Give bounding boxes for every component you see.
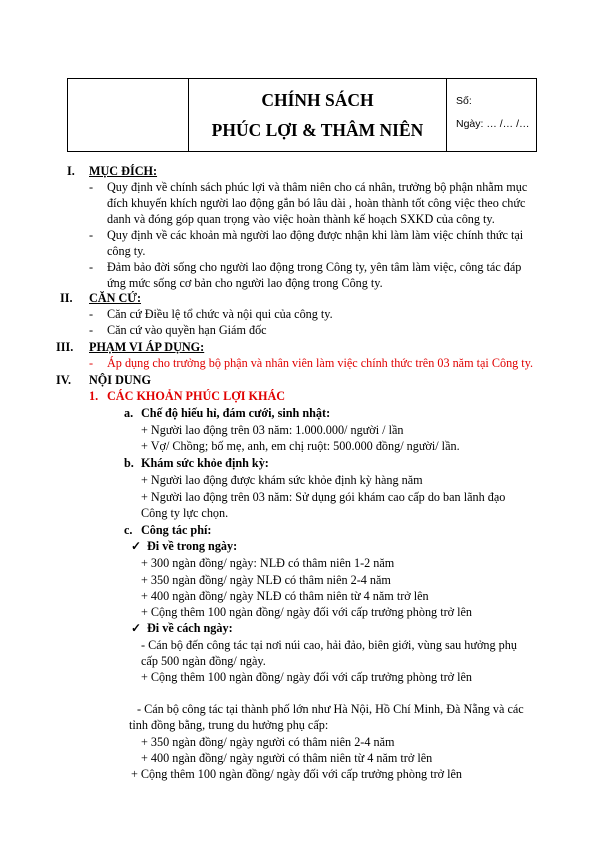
- section-3-title: PHẠM VI ÁP DỤNG:: [89, 340, 205, 354]
- checkmark-icon: ✓: [131, 621, 142, 635]
- trip-same-day-title: Đi về trong ngày:: [147, 539, 238, 553]
- section-1-number: I.: [67, 164, 75, 178]
- section-3-number: III.: [56, 340, 74, 354]
- dash: -: [89, 228, 94, 242]
- doc-date-label: Ngày: … /… /…: [456, 118, 530, 130]
- text-line: + Vợ/ Chồng; bố mẹ, anh, em chị ruột: 500.000 đồng/ người/ lần.: [141, 439, 460, 453]
- trip-overnight-title: Đi về cách ngày:: [147, 621, 233, 635]
- text-line: + Cộng thêm 100 ngàn đồng/ ngày đối với cấp trưởng phòng trở lên: [131, 767, 463, 781]
- scope-text: Áp dụng cho trưởng bộ phận và nhân viên làm việc chính thức trên 03 năm tại Công ty.: [107, 356, 534, 370]
- subsection-1-number: 1.: [89, 389, 99, 403]
- header-divider: [446, 79, 447, 151]
- item-b-title: Khám sức khỏe định kỳ:: [141, 456, 269, 470]
- text-line: + 400 ngàn đồng/ ngày NLĐ có thâm niên từ 4 năm trở lên: [141, 589, 429, 603]
- item-c-number: c.: [124, 523, 133, 537]
- text-line: + Người lao động trên 03 năm: 1.000.000/ người / lần: [141, 423, 404, 437]
- text-line: + 350 ngàn đồng/ ngày người có thâm niên 2-4 năm: [141, 735, 395, 749]
- text-line: công ty.: [107, 244, 146, 258]
- checkmark-icon: ✓: [131, 539, 142, 553]
- document-title-line1: CHÍNH SÁCH: [261, 90, 374, 110]
- item-b-number: b.: [124, 456, 134, 470]
- document-title-line2: PHÚC LỢI & THÂM NIÊN: [211, 120, 424, 140]
- text-line: tỉnh đồng bằng, trung du hưởng phụ cấp:: [129, 718, 329, 732]
- dash: -: [89, 356, 94, 370]
- subsection-1-title: CÁC KHOẢN PHÚC LỢI KHÁC: [107, 389, 286, 403]
- item-a-title: Chế độ hiếu hỉ, đám cưới, sinh nhật:: [141, 406, 331, 420]
- dash: -: [89, 180, 94, 194]
- section-2-title: CĂN CỨ:: [89, 291, 142, 305]
- text-line: đích khuyến khích người lao động gắn bó lâu dài , hoàn thành tốt công việc theo chức: [107, 196, 526, 210]
- text-line: danh và đóng góp quan trọng vào việc hoàn thành kế hoạch SXKD của công ty.: [107, 212, 495, 226]
- item-a-number: a.: [124, 406, 134, 420]
- text-line: Quy định về các khoản mà người lao động được nhận khi làm làm việc chính thức tại: [107, 228, 524, 242]
- text-line: + Cộng thêm 100 ngàn đồng/ ngày đối với cấp trưởng phòng trở lên: [141, 605, 473, 619]
- section-4-title: NỘI DUNG: [89, 373, 151, 387]
- text-line: - Cán bộ công tác tại thành phố lớn như Hà Nội, Hồ Chí Minh, Đà Nẵng và các: [137, 702, 524, 716]
- text-line: + 300 ngàn đồng/ ngày: NLĐ có thâm niên 1-2 năm: [141, 556, 395, 570]
- text-line: + 400 ngàn đồng/ ngày người có thâm niên từ 4 năm trở lên: [141, 751, 433, 765]
- text-line: + Người lao động được khám sức khỏe định kỳ hàng năm: [141, 473, 423, 487]
- dash: -: [89, 307, 94, 321]
- text-line: Đảm bảo đời sống cho người lao động trong Công ty, yên tâm làm việc, công tác đáp: [107, 260, 522, 274]
- section-2-number: II.: [60, 291, 73, 305]
- text-line: Công ty lực chọn.: [141, 506, 229, 520]
- text-line: Quy định về chính sách phúc lợi và thâm niên cho cá nhân, trưởng bộ phận nhằm mục: [107, 180, 528, 194]
- text-line: ứng mức sống cơ bản cho người lao động trong Công ty.: [107, 276, 383, 290]
- dash: -: [89, 323, 94, 337]
- text-line: Căn cứ Điều lệ tổ chức và nội qui của công ty.: [107, 307, 333, 321]
- text-line: + Người lao động trên 03 năm: Sử dụng gói khám cao cấp do ban lãnh đạo: [141, 490, 506, 504]
- text-line: cấp 500 ngàn đồng/ ngày.: [141, 654, 266, 668]
- logo-cell: [68, 79, 189, 151]
- text-line: + Cộng thêm 100 ngàn đồng/ ngày đối với cấp trưởng phòng trở lên: [141, 670, 473, 684]
- section-1-title: MỤC ĐÍCH:: [89, 164, 158, 178]
- item-c-title: Công tác phí:: [141, 523, 212, 537]
- document-header-table: [67, 78, 537, 152]
- dash: -: [89, 260, 94, 274]
- text-line: - Cán bộ đến công tác tại nơi núi cao, hải đảo, biên giới, vùng sau hưởng phụ: [141, 638, 517, 652]
- text-line: + 350 ngàn đồng/ ngày NLĐ có thâm niên 2-4 năm: [141, 573, 391, 587]
- section-4-number: IV.: [56, 373, 72, 387]
- doc-number-label: Số:: [456, 95, 472, 107]
- text-line: Căn cứ vào quyền hạn Giám đốc: [107, 323, 267, 337]
